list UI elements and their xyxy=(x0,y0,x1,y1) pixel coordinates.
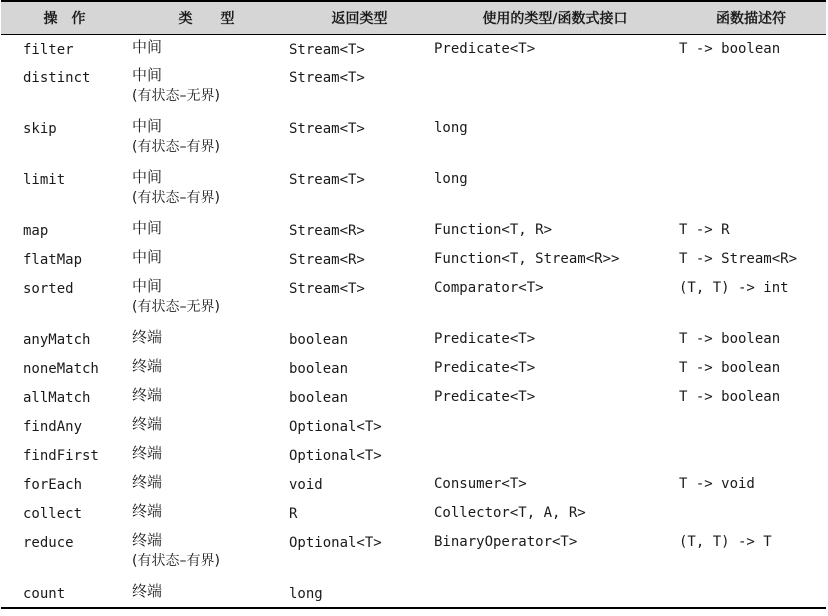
table-row xyxy=(1,63,826,114)
cell-type xyxy=(128,114,285,165)
cell-operation: reduce xyxy=(23,535,74,551)
cell-operation: count xyxy=(1,579,128,608)
table-row xyxy=(1,216,826,245)
cell-functional-interface: Consumer<T> xyxy=(434,476,527,492)
table-row xyxy=(1,499,826,528)
cell-function-descriptor: T -> boolean xyxy=(679,360,781,376)
cell-functional-interface: Predicate<T> xyxy=(434,360,536,376)
cell-function-descriptor: T -> boolean xyxy=(679,331,781,347)
cell-return-type: boolean xyxy=(289,361,349,377)
type-label: 中间 xyxy=(132,219,163,237)
cell-function-descriptor: T -> Stream<R> xyxy=(679,251,798,267)
cell-function-descriptor: T -> void xyxy=(679,476,755,492)
table-row xyxy=(1,383,826,412)
cell-return-type: Stream<R> xyxy=(289,223,365,239)
table-body xyxy=(1,34,826,608)
table-row xyxy=(1,441,826,470)
cell-function-descriptor xyxy=(676,63,826,114)
cell-functional-interface xyxy=(434,579,676,608)
cell-type xyxy=(128,34,285,63)
cell-operation: forEach xyxy=(23,477,83,493)
type-label: 终端 xyxy=(132,386,163,404)
cell-function-descriptor xyxy=(676,412,826,441)
table-row xyxy=(1,470,826,499)
cell-return-type: R xyxy=(289,506,298,522)
type-label: 终端 xyxy=(132,328,163,346)
type-label: 终端 xyxy=(132,473,163,491)
cell-type xyxy=(128,383,285,412)
cell-type xyxy=(128,528,285,579)
type-note: (有状态–无界) xyxy=(132,299,220,315)
cell-functional-interface: Predicate<T> xyxy=(434,389,536,405)
table-header xyxy=(1,1,826,34)
cell-type xyxy=(128,470,285,499)
cell-type xyxy=(128,412,285,441)
cell-type xyxy=(128,325,285,354)
type-label: 中间 xyxy=(132,168,163,186)
table-row xyxy=(1,579,826,608)
cell-type xyxy=(128,274,285,325)
cell-type xyxy=(128,165,285,216)
cell-return-type: Stream<T> xyxy=(289,172,365,188)
table-row xyxy=(1,34,826,63)
type-label: 终端 xyxy=(132,502,163,520)
table-row xyxy=(1,354,826,383)
cell-return-type: Optional<T> xyxy=(289,419,382,435)
stream-operations-table xyxy=(1,0,826,609)
cell-type xyxy=(128,216,285,245)
type-label: 终端 xyxy=(132,582,163,600)
cell-return-type: Stream<T> xyxy=(289,281,365,297)
cell-operation: flatMap xyxy=(23,252,83,268)
cell-return-type: Optional<T> xyxy=(289,535,382,551)
type-label: 终端 xyxy=(132,357,163,375)
table-row xyxy=(1,325,826,354)
cell-type xyxy=(128,354,285,383)
type-label: 中间 xyxy=(132,66,163,84)
cell-operation: limit xyxy=(23,172,66,188)
cell-type xyxy=(128,441,285,470)
cell-return-type: Stream<T> xyxy=(289,121,365,137)
cell-return-type: Stream<T> xyxy=(289,70,365,86)
type-label: 终端 xyxy=(132,444,163,462)
cell-functional-interface: Predicate<T> xyxy=(434,331,536,347)
type-note: (有状态–有界) xyxy=(132,139,220,155)
cell-operation: skip xyxy=(23,121,57,137)
type-note: (有状态–有界) xyxy=(132,553,220,569)
type-note: (有状态–有界) xyxy=(132,190,220,206)
type-label: 中间 xyxy=(132,277,163,295)
cell-type xyxy=(128,579,285,608)
table-row xyxy=(1,114,826,165)
cell-function-descriptor xyxy=(676,114,826,165)
cell-return-type: long xyxy=(285,579,434,608)
table-row xyxy=(1,245,826,274)
cell-operation: distinct xyxy=(23,70,91,86)
cell-function-descriptor xyxy=(676,579,826,608)
header-type: 类 型 xyxy=(128,1,285,34)
cell-operation: allMatch xyxy=(23,390,91,406)
cell-functional-interface xyxy=(434,441,676,470)
cell-operation: filter xyxy=(23,41,74,58)
cell-function-descriptor: T -> boolean xyxy=(679,389,781,405)
table-row xyxy=(1,412,826,441)
cell-operation: findAny xyxy=(23,419,83,435)
cell-return-type: Optional<T> xyxy=(289,448,382,464)
cell-return-type: Stream<R> xyxy=(289,252,365,268)
header-function-descriptor: 函数描述符 xyxy=(676,1,826,34)
cell-function-descriptor: (T, T) -> int xyxy=(679,280,789,296)
cell-operation: map xyxy=(23,223,49,239)
cell-function-descriptor: T -> boolean xyxy=(679,40,781,57)
cell-operation: sorted xyxy=(23,281,74,297)
cell-functional-interface: Predicate<T> xyxy=(434,40,536,57)
cell-function-descriptor: T -> R xyxy=(679,222,730,238)
cell-return-type: boolean xyxy=(289,390,349,406)
cell-function-descriptor xyxy=(676,441,826,470)
cell-function-descriptor xyxy=(676,165,826,216)
type-label: 终端 xyxy=(132,531,163,549)
header-functional-interface: 使用的类型/函数式接口 xyxy=(434,1,676,34)
cell-functional-interface: BinaryOperator<T> xyxy=(434,534,578,550)
cell-functional-interface: long xyxy=(434,120,468,136)
cell-operation: anyMatch xyxy=(23,332,91,348)
cell-function-descriptor: (T, T) -> T xyxy=(679,534,772,550)
table-row xyxy=(1,528,826,579)
cell-functional-interface: Function<T, R> xyxy=(434,222,553,238)
cell-type xyxy=(128,245,285,274)
header-return-type: 返回类型 xyxy=(285,1,434,34)
header-operation: 操 作 xyxy=(1,1,128,34)
cell-type xyxy=(128,499,285,528)
cell-operation: noneMatch xyxy=(23,361,99,377)
cell-type xyxy=(128,63,285,114)
cell-return-type: boolean xyxy=(289,332,349,348)
cell-operation: findFirst xyxy=(23,448,99,464)
type-label: 中间 xyxy=(132,117,163,135)
cell-functional-interface xyxy=(434,63,676,114)
cell-functional-interface: Function<T, Stream<R>> xyxy=(434,251,620,267)
cell-functional-interface: Collector<T, A, R> xyxy=(434,505,586,521)
type-label: 终端 xyxy=(132,415,163,433)
type-label: 中间 xyxy=(132,248,163,266)
cell-function-descriptor xyxy=(676,499,826,528)
cell-functional-interface xyxy=(434,412,676,441)
cell-return-type: void xyxy=(289,477,323,493)
header-row xyxy=(1,1,826,34)
cell-return-type: Stream<T> xyxy=(289,41,365,58)
type-label: 中间 xyxy=(132,37,163,56)
table-row xyxy=(1,165,826,216)
table-row xyxy=(1,274,826,325)
type-note: (有状态–无界) xyxy=(132,88,220,104)
cell-operation: collect xyxy=(23,506,83,522)
cell-functional-interface: Comparator<T> xyxy=(434,280,544,296)
cell-functional-interface: long xyxy=(434,171,468,187)
